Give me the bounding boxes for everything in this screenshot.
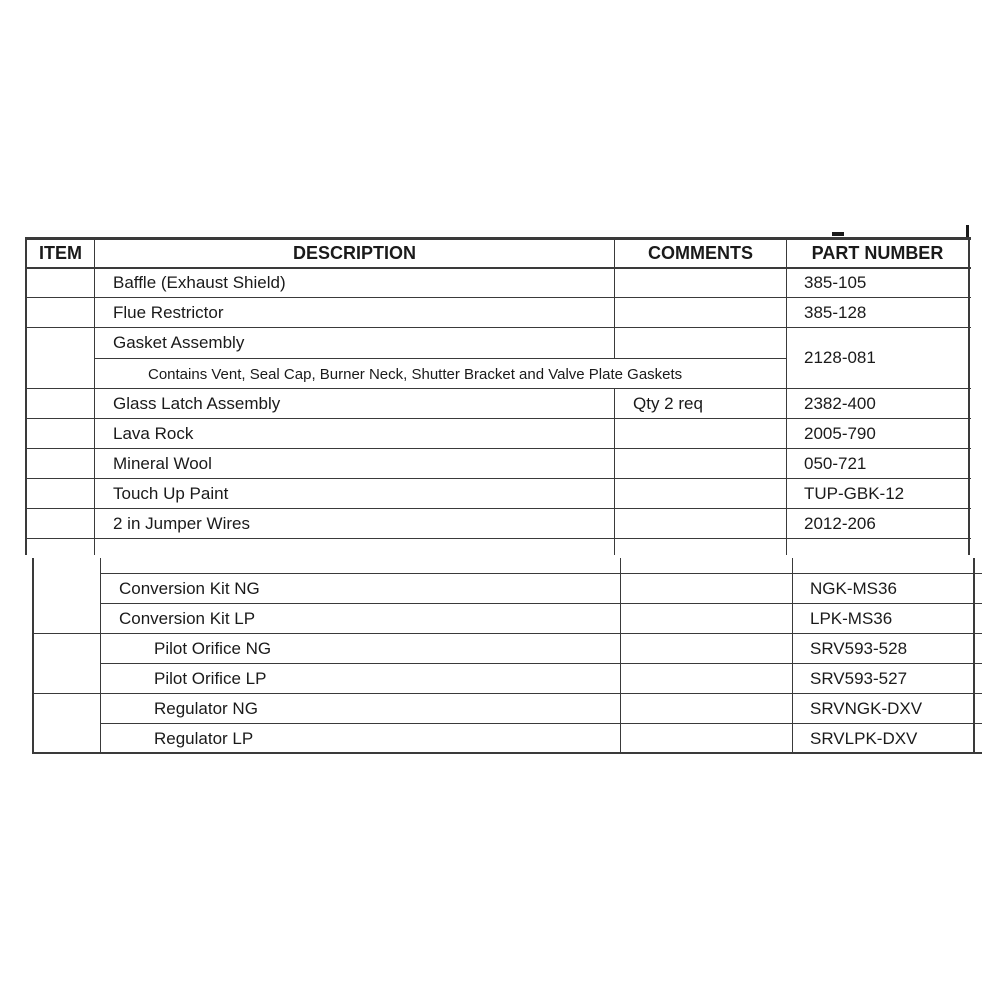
row-part-number: SRV593-527	[810, 669, 908, 688]
header-description: DESCRIPTION	[292, 243, 416, 263]
row-description: Flue Restrictor	[113, 303, 224, 322]
row-part-number: 2128-081	[804, 348, 876, 367]
header-comments: COMMENTS	[648, 243, 753, 263]
row-description: Regulator NG	[154, 699, 258, 718]
row-part-number: LPK-MS36	[810, 609, 893, 628]
row-description: Conversion Kit LP	[119, 609, 256, 628]
row-description: Touch Up Paint	[113, 484, 229, 503]
row-description: Glass Latch Assembly	[113, 394, 281, 413]
row-description: Lava Rock	[113, 424, 194, 443]
row-part-number: 2382-400	[804, 394, 876, 413]
row-part-number: 2012-206	[804, 514, 876, 533]
row-part-number: 2005-790	[804, 424, 876, 443]
row-part-number: 050-721	[804, 454, 867, 473]
row-part-number: SRVLPK-DXV	[810, 729, 918, 748]
row-part-number: 385-105	[804, 273, 867, 292]
header-item: ITEM	[39, 243, 82, 263]
row-description: Mineral Wool	[113, 454, 212, 473]
row-note: Contains Vent, Seal Cap, Burner Neck, Shutter Bracket and Valve Plate Gaskets	[148, 366, 683, 383]
scan-mark	[832, 232, 844, 236]
row-description: Conversion Kit NG	[119, 579, 260, 598]
row-part-number: SRVNGK-DXV	[810, 699, 923, 718]
header-part-number: PART NUMBER	[811, 243, 944, 263]
row-description: Pilot Orifice NG	[154, 639, 272, 658]
row-description: Gasket Assembly	[113, 333, 245, 352]
row-part-number: NGK-MS36	[810, 579, 897, 598]
row-description: Regulator LP	[154, 729, 254, 748]
row-comments: Qty 2 req	[633, 394, 703, 413]
row-part-number: TUP-GBK-12	[804, 484, 905, 503]
row-part-number: 385-128	[804, 303, 867, 322]
row-part-number: SRV593-528	[810, 639, 908, 658]
row-description: Baffle (Exhaust Shield)	[113, 273, 286, 292]
row-description: 2 in Jumper Wires	[113, 514, 250, 533]
row-description: Pilot Orifice LP	[154, 669, 267, 688]
